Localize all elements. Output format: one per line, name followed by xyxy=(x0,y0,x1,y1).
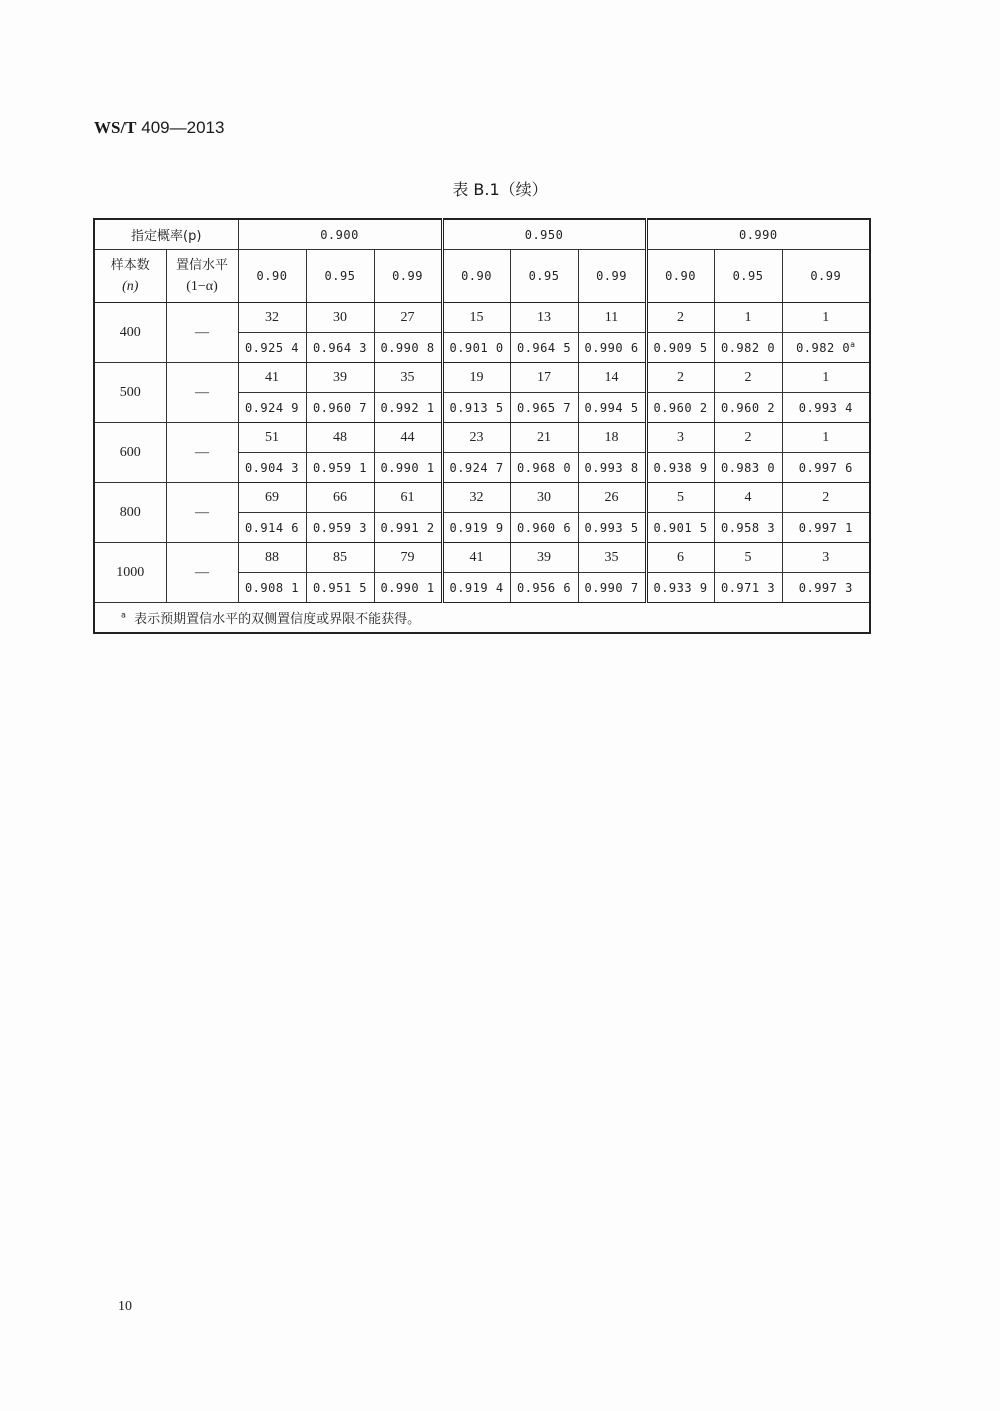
value-cell: 0.997 1 xyxy=(782,513,870,543)
value-cell: 0.901 0 xyxy=(442,333,510,363)
table-title: 表 B.1（续） xyxy=(452,180,548,199)
conf-level: 0.95 xyxy=(714,250,782,303)
value-cell: 0.990 7 xyxy=(578,573,646,603)
count-cell: 69 xyxy=(238,483,306,513)
probability-0990: 0.990 xyxy=(646,219,870,250)
value-cell: 0.960 2 xyxy=(714,393,782,423)
count-cell: 39 xyxy=(510,543,578,573)
value-cell: 0.901 5 xyxy=(646,513,714,543)
sample-size-cell: 500 xyxy=(94,363,166,423)
footnote-row xyxy=(94,603,870,634)
count-cell: 5 xyxy=(714,543,782,573)
value-cell: 0.938 9 xyxy=(646,453,714,483)
value-cell: 0.990 8 xyxy=(374,333,442,363)
value-cell: 0.951 5 xyxy=(306,573,374,603)
value-cell: 0.982 0 xyxy=(714,333,782,363)
table-row-counts xyxy=(94,303,870,333)
count-cell: 19 xyxy=(442,363,510,393)
conf-level: 0.99 xyxy=(374,250,442,303)
count-cell: 14 xyxy=(578,363,646,393)
value-cell: 0.993 4 xyxy=(782,393,870,423)
confidence-cell: — xyxy=(166,483,238,543)
value-cell: 0.997 6 xyxy=(782,453,870,483)
conf-level: 0.99 xyxy=(578,250,646,303)
footnote-mark: a xyxy=(850,340,856,349)
value-cell: 0.924 9 xyxy=(238,393,306,423)
count-cell: 30 xyxy=(510,483,578,513)
document-code xyxy=(94,118,224,138)
value-cell: 0.990 1 xyxy=(374,453,442,483)
count-cell: 44 xyxy=(374,423,442,453)
value-cell: 0.971 3 xyxy=(714,573,782,603)
count-cell: 21 xyxy=(510,423,578,453)
conf-level: 0.99 xyxy=(782,250,870,303)
value-cell: 0.993 8 xyxy=(578,453,646,483)
value-cell: 0.997 3 xyxy=(782,573,870,603)
count-cell: 2 xyxy=(646,363,714,393)
table-row-counts xyxy=(94,483,870,513)
value-cell: 0.904 3 xyxy=(238,453,306,483)
count-cell: 4 xyxy=(714,483,782,513)
count-cell: 79 xyxy=(374,543,442,573)
count-cell: 23 xyxy=(442,423,510,453)
value-cell: 0.914 6 xyxy=(238,513,306,543)
count-cell: 1 xyxy=(782,363,870,393)
value-cell: 0.959 1 xyxy=(306,453,374,483)
value-cell: 0.908 1 xyxy=(238,573,306,603)
conf-level: 0.95 xyxy=(306,250,374,303)
value-cell: 0.993 5 xyxy=(578,513,646,543)
probability-0900: 0.900 xyxy=(238,219,442,250)
value-cell: 0.964 5 xyxy=(510,333,578,363)
value-cell: 0.994 5 xyxy=(578,393,646,423)
count-cell: 11 xyxy=(578,303,646,333)
page-number: 10 xyxy=(118,1299,132,1314)
count-cell: 32 xyxy=(238,303,306,333)
table-row-counts xyxy=(94,363,870,393)
count-cell: 1 xyxy=(782,423,870,453)
data-table xyxy=(93,218,871,634)
count-cell: 1 xyxy=(782,303,870,333)
value-cell: 0.956 6 xyxy=(510,573,578,603)
count-cell: 27 xyxy=(374,303,442,333)
count-cell: 66 xyxy=(306,483,374,513)
value-cell: 0.990 1 xyxy=(374,573,442,603)
count-cell: 39 xyxy=(306,363,374,393)
count-cell: 17 xyxy=(510,363,578,393)
value-cell: 0.909 5 xyxy=(646,333,714,363)
doc-code-number: 409—2013 xyxy=(141,118,225,137)
conf-level: 0.95 xyxy=(510,250,578,303)
header-row-probability xyxy=(94,219,870,250)
sample-size-cell: 1000 xyxy=(94,543,166,603)
conf-level: 0.90 xyxy=(646,250,714,303)
count-cell: 5 xyxy=(646,483,714,513)
value-cell: 0.990 6 xyxy=(578,333,646,363)
probability-label: 指定概率(p) xyxy=(94,219,238,250)
count-cell: 13 xyxy=(510,303,578,333)
count-cell: 51 xyxy=(238,423,306,453)
count-cell: 26 xyxy=(578,483,646,513)
count-cell: 2 xyxy=(714,423,782,453)
count-cell: 2 xyxy=(646,303,714,333)
table-body xyxy=(94,303,870,603)
count-cell: 41 xyxy=(442,543,510,573)
value-cell: 0.959 3 xyxy=(306,513,374,543)
count-cell: 35 xyxy=(578,543,646,573)
value-cell: 0.919 4 xyxy=(442,573,510,603)
value-cell: 0.982 0$^a$ xyxy=(782,333,870,363)
conf-level: 0.90 xyxy=(238,250,306,303)
count-cell: 48 xyxy=(306,423,374,453)
count-cell: 32 xyxy=(442,483,510,513)
table-row-counts xyxy=(94,423,870,453)
sample-size-cell: 800 xyxy=(94,483,166,543)
doc-code-prefix: WS/T xyxy=(94,118,137,137)
value-cell: 0.960 2 xyxy=(646,393,714,423)
count-cell: 85 xyxy=(306,543,374,573)
confidence-cell: — xyxy=(166,363,238,423)
count-cell: 2 xyxy=(714,363,782,393)
conf-level: 0.90 xyxy=(442,250,510,303)
value-cell: 0.933 9 xyxy=(646,573,714,603)
value-cell: 0.960 7 xyxy=(306,393,374,423)
count-cell: 88 xyxy=(238,543,306,573)
value-cell: 0.958 3 xyxy=(714,513,782,543)
confidence-cell: — xyxy=(166,303,238,363)
value-cell: 0.925 4 xyxy=(238,333,306,363)
table-footnote: $^a$ 表示预期置信水平的双侧置信度或界限不能获得。 xyxy=(94,603,870,634)
sample-size-cell: 600 xyxy=(94,423,166,483)
table-row-counts xyxy=(94,543,870,573)
count-cell: 1 xyxy=(714,303,782,333)
value-cell: 0.960 6 xyxy=(510,513,578,543)
value-cell: 0.983 0 xyxy=(714,453,782,483)
sample-size-cell: 400 xyxy=(94,303,166,363)
value-cell: 0.924 7 xyxy=(442,453,510,483)
value-cell: 0.964 3 xyxy=(306,333,374,363)
value-cell: 0.992 1 xyxy=(374,393,442,423)
confidence-header: 置信水平 (1−α) xyxy=(166,250,238,303)
count-cell: 35 xyxy=(374,363,442,393)
count-cell: 15 xyxy=(442,303,510,333)
count-cell: 61 xyxy=(374,483,442,513)
count-cell: 2 xyxy=(782,483,870,513)
confidence-cell: — xyxy=(166,423,238,483)
sample-size-header: 样本数 (n) xyxy=(94,250,166,303)
value-cell: 0.991 2 xyxy=(374,513,442,543)
count-cell: 18 xyxy=(578,423,646,453)
value-cell: 0.919 9 xyxy=(442,513,510,543)
footnote-mark: a xyxy=(121,610,126,620)
value-cell: 0.968 0 xyxy=(510,453,578,483)
count-cell: 3 xyxy=(782,543,870,573)
count-cell: 30 xyxy=(306,303,374,333)
count-cell: 41 xyxy=(238,363,306,393)
value-cell: 0.913 5 xyxy=(442,393,510,423)
confidence-cell: — xyxy=(166,543,238,603)
count-cell: 3 xyxy=(646,423,714,453)
probability-0950: 0.950 xyxy=(442,219,646,250)
header-row-confidence xyxy=(94,250,870,303)
count-cell: 6 xyxy=(646,543,714,573)
value-cell: 0.965 7 xyxy=(510,393,578,423)
